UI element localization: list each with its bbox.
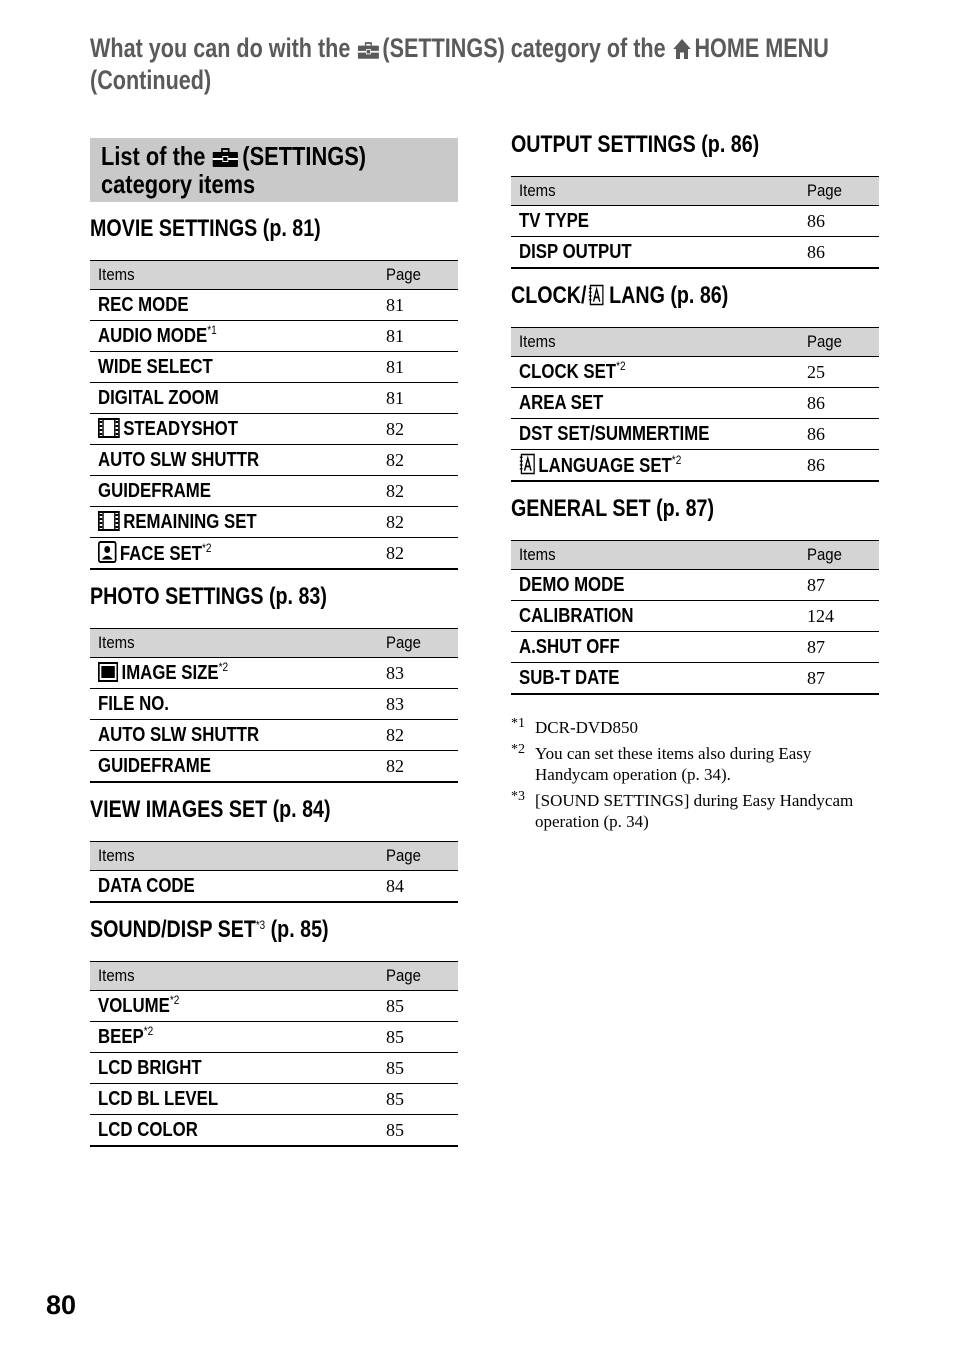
table-header-row — [90, 629, 458, 658]
table-row — [511, 419, 879, 450]
item-page: 82 — [378, 720, 458, 751]
footnote-mark: *2 — [218, 659, 229, 674]
item-name — [90, 720, 378, 751]
table-row — [90, 720, 458, 751]
item-name — [90, 414, 378, 445]
item-label: A.SHUT OFF — [519, 635, 620, 658]
item-label: DIGITAL ZOOM — [98, 386, 219, 409]
table-row — [90, 445, 458, 476]
item-page: 86 — [799, 450, 879, 482]
column-header-page: Page — [799, 177, 879, 206]
item-page: 86 — [799, 237, 879, 269]
clock-title-a: CLOCK/ — [511, 282, 587, 309]
table-movie — [90, 260, 458, 570]
table-row — [90, 991, 458, 1022]
footnote-mark: *2 — [511, 742, 525, 757]
item-page: 87 — [799, 570, 879, 601]
toolbox-settings-icon — [357, 40, 379, 60]
item-name — [90, 991, 378, 1022]
table-general — [511, 540, 879, 695]
table-row — [90, 538, 458, 570]
footnote-mark: *1 — [511, 716, 525, 731]
item-page: 82 — [378, 445, 458, 476]
item-name — [90, 871, 378, 903]
item-name — [90, 476, 378, 507]
table-output — [511, 176, 879, 269]
table-row — [511, 206, 879, 237]
table-row — [90, 1115, 458, 1147]
footnote-mark: *2 — [616, 358, 626, 373]
table-row — [511, 237, 879, 269]
item-page: 25 — [799, 357, 879, 388]
section-heading-movie: MOVIE SETTINGS (p. 81) — [90, 215, 321, 242]
item-page: 85 — [378, 1022, 458, 1053]
item-label: GUIDEFRAME — [98, 754, 211, 777]
table-row — [90, 1053, 458, 1084]
item-label: AUDIO MODE — [98, 324, 208, 347]
footnote-mark: *2 — [671, 452, 682, 467]
footnote — [511, 717, 879, 738]
item-label: REMAINING SET — [123, 510, 257, 533]
column-header-page: Page — [378, 842, 458, 871]
item-name — [90, 658, 378, 689]
item-name — [90, 1022, 378, 1053]
table-header-row — [90, 842, 458, 871]
footnote — [511, 743, 879, 785]
item-label: VOLUME — [98, 994, 170, 1017]
item-page: 82 — [378, 507, 458, 538]
table-row — [90, 871, 458, 903]
item-page: 81 — [378, 383, 458, 414]
item-page: 81 — [378, 290, 458, 321]
table-row — [511, 388, 879, 419]
item-page: 87 — [799, 663, 879, 695]
item-name — [90, 383, 378, 414]
item-name — [90, 321, 378, 352]
item-page: 82 — [378, 751, 458, 783]
item-label: REC MODE — [98, 293, 189, 316]
item-page: 83 — [378, 658, 458, 689]
list-heading-part-1: List of the — [101, 141, 206, 171]
item-name — [90, 1115, 378, 1147]
footnote — [511, 790, 879, 832]
table-sound — [90, 961, 458, 1147]
footnote-text: [SOUND SETTINGS] during Easy Handycam operation (p. 34) — [535, 791, 854, 831]
item-name — [90, 689, 378, 720]
item-name — [511, 570, 799, 601]
table-photo — [90, 628, 458, 783]
section-heading-view: VIEW IMAGES SET (p. 84) — [90, 796, 331, 823]
column-header-items: Items — [511, 177, 799, 206]
list-heading-box — [90, 138, 458, 202]
table-row — [90, 352, 458, 383]
item-name — [511, 357, 799, 388]
table-row — [511, 570, 879, 601]
item-page: 82 — [378, 414, 458, 445]
item-page: 83 — [378, 689, 458, 720]
item-page: 82 — [378, 476, 458, 507]
item-name — [90, 507, 378, 538]
table-row — [90, 1022, 458, 1053]
left-column — [90, 138, 458, 1159]
item-name — [90, 1084, 378, 1115]
column-header-items: Items — [90, 962, 378, 991]
home-icon — [672, 38, 691, 60]
item-page: 124 — [799, 601, 879, 632]
item-name — [511, 601, 799, 632]
right-column — [511, 130, 879, 837]
item-label: CALIBRATION — [519, 604, 634, 627]
column-header-items: Items — [511, 328, 799, 357]
film-icon — [98, 418, 120, 438]
item-page: 85 — [378, 1053, 458, 1084]
item-page: 87 — [799, 632, 879, 663]
item-name — [90, 1053, 378, 1084]
toolbox-settings-icon — [212, 146, 239, 168]
table-header-row — [511, 541, 879, 570]
item-page: 85 — [378, 991, 458, 1022]
column-header-page: Page — [799, 541, 879, 570]
table-header-row — [511, 177, 879, 206]
table-clock — [511, 327, 879, 482]
face-icon — [98, 541, 116, 563]
sound-title-b: (p. 85) — [265, 916, 329, 943]
item-label: LANGUAGE SET — [538, 454, 672, 477]
item-label: AREA SET — [519, 391, 604, 414]
footnote-mark: *1 — [207, 322, 217, 337]
sound-title-a: SOUND/DISP SET — [90, 916, 256, 943]
item-label: SUB-T DATE — [519, 666, 620, 689]
list-heading-part-3: category items — [101, 169, 256, 199]
item-label: DATA CODE — [98, 874, 195, 897]
item-name — [511, 206, 799, 237]
table-header-row — [90, 962, 458, 991]
item-page: 84 — [378, 871, 458, 903]
clock-title-b: LANG (p. 86) — [603, 282, 729, 309]
title-part-2: (SETTINGS) category of the — [382, 33, 666, 63]
column-header-items: Items — [90, 261, 378, 290]
film-icon — [98, 511, 120, 531]
footnote-mark: *2 — [169, 992, 180, 1007]
title-part-3: HOME MENU — [694, 33, 829, 63]
column-header-page: Page — [378, 962, 458, 991]
item-label: LCD BRIGHT — [98, 1056, 202, 1079]
column-header-page: Page — [799, 328, 879, 357]
table-row — [90, 658, 458, 689]
table-row — [511, 632, 879, 663]
item-page: 85 — [378, 1115, 458, 1147]
title-part-4: (Continued) — [90, 65, 212, 95]
item-label: AUTO SLW SHUTTR — [98, 723, 260, 746]
item-page: 86 — [799, 388, 879, 419]
item-label: BEEP — [98, 1025, 144, 1048]
item-page: 82 — [378, 538, 458, 570]
table-row — [90, 414, 458, 445]
item-name — [90, 352, 378, 383]
section-heading-photo: PHOTO SETTINGS (p. 83) — [90, 583, 327, 610]
page-title — [90, 32, 950, 96]
item-label: LCD COLOR — [98, 1118, 198, 1141]
item-label: IMAGE SIZE — [121, 661, 219, 684]
item-label: AUTO SLW SHUTTR — [98, 448, 260, 471]
item-page: 86 — [799, 419, 879, 450]
item-page: 81 — [378, 321, 458, 352]
item-label: TV TYPE — [519, 209, 590, 232]
item-label: DISP OUTPUT — [519, 240, 632, 263]
column-header-page: Page — [378, 629, 458, 658]
item-label: GUIDEFRAME — [98, 479, 211, 502]
table-row — [90, 1084, 458, 1115]
table-row — [90, 290, 458, 321]
section-heading-sound — [90, 915, 458, 945]
footnote-text: DCR-DVD850 — [535, 718, 638, 737]
page-number: 80 — [46, 1290, 77, 1320]
item-page: 85 — [378, 1084, 458, 1115]
item-name — [511, 663, 799, 695]
table-row — [90, 321, 458, 352]
item-label: DEMO MODE — [519, 573, 625, 596]
item-name — [511, 237, 799, 269]
item-name — [90, 290, 378, 321]
item-label: LCD BL LEVEL — [98, 1087, 219, 1110]
item-name — [511, 388, 799, 419]
footnote-mark: *3 — [255, 918, 266, 932]
item-label: WIDE SELECT — [98, 355, 213, 378]
item-name — [511, 632, 799, 663]
section-heading-clock — [511, 281, 879, 311]
footnote-text: You can set these items also during Easy Handycam operation (p. 34). — [535, 744, 812, 784]
item-label: FACE SET — [119, 542, 202, 565]
table-row — [90, 476, 458, 507]
language-icon — [519, 453, 535, 475]
item-name — [511, 450, 799, 482]
item-name — [511, 419, 799, 450]
item-label: STEADYSHOT — [123, 417, 239, 440]
table-row — [511, 663, 879, 695]
item-name — [90, 538, 378, 570]
footnote-mark: *2 — [143, 1023, 154, 1038]
column-header-items: Items — [90, 629, 378, 658]
list-heading-part-2: (SETTINGS) — [242, 141, 367, 171]
section-heading-output: OUTPUT SETTINGS (p. 86) — [511, 131, 760, 158]
footnotes — [511, 717, 879, 832]
photo-icon — [98, 662, 118, 682]
item-label: FILE NO. — [98, 692, 169, 715]
item-label: DST SET/SUMMERTIME — [519, 422, 710, 445]
column-header-items: Items — [511, 541, 799, 570]
table-row — [90, 689, 458, 720]
table-row — [90, 507, 458, 538]
language-icon — [588, 284, 604, 306]
item-label: CLOCK SET — [519, 360, 617, 383]
table-row — [90, 751, 458, 783]
item-page: 86 — [799, 206, 879, 237]
table-header-row — [511, 328, 879, 357]
table-row — [511, 450, 879, 482]
column-header-page: Page — [378, 261, 458, 290]
table-view — [90, 841, 458, 903]
item-page: 81 — [378, 352, 458, 383]
table-row — [511, 601, 879, 632]
table-header-row — [90, 261, 458, 290]
column-header-items: Items — [90, 842, 378, 871]
item-name — [90, 445, 378, 476]
footnote-mark: *3 — [511, 789, 525, 804]
table-row — [90, 383, 458, 414]
title-part-1: What you can do with the — [90, 33, 351, 63]
footnote-mark: *2 — [201, 540, 212, 555]
section-heading-general: GENERAL SET (p. 87) — [511, 495, 715, 522]
item-name — [90, 751, 378, 783]
table-row — [511, 357, 879, 388]
